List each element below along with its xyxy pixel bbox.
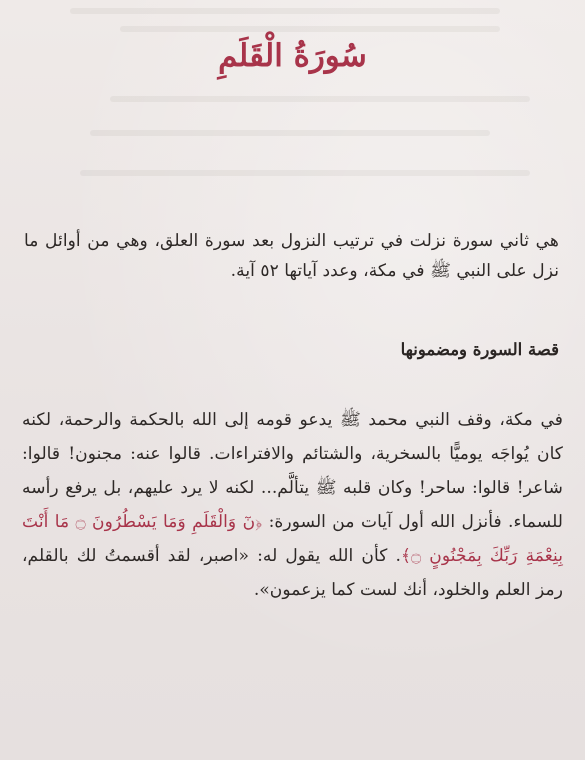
bleed-through-line <box>110 96 530 102</box>
bleed-through-line <box>80 170 530 176</box>
surah-title: سُورَةُ الْقَلَمِ <box>218 38 367 74</box>
intro-paragraph: هي ثاني سورة نزلت في ترتيب النزول بعد سورة العلق، وهي من أوائل ما نزل على النبي ﷺ في مكة، وعدد آياتها ٥٢ آية. <box>24 231 559 281</box>
story-text-part1: في مكة، وقف النبي محمد ﷺ يدعو قومه إلى الله بالحكمة والرحمة، لكنه كان يُواجَه يوميًّا بالسخرية، والشتائم والافتراءات. قالوا عنه: مجنون! قالوا: شاعر! قالوا: ساحر! وكان قلبه ﷺ يتألَّم... لكنه لا يرد عليهم، بل يرفع رأسه للسماء. فأنزل الله أول آيات من السورة: <box>22 410 564 532</box>
section-heading: قصة السورة ومضمونها <box>400 340 559 359</box>
bleed-through-line <box>120 26 500 32</box>
quran-verse: ﴿نٓ وَالْقَلَمِ وَمَا يَسْطُرُونَ ۝ مَا أَنْتَ بِنِعْمَةِ رَبِّكَ بِمَجْنُونٍ ۝﴾ <box>22 512 563 566</box>
story-paragraph <box>22 403 563 607</box>
bleed-through-line <box>70 8 500 14</box>
story-text-part2: . كأن الله يقول له: «اصبر، لقد أقسمتُ لك بالقلم، رمز العلم والخلود، أنك لست كما يزعمون». <box>22 546 563 600</box>
bleed-through-line <box>90 130 490 136</box>
